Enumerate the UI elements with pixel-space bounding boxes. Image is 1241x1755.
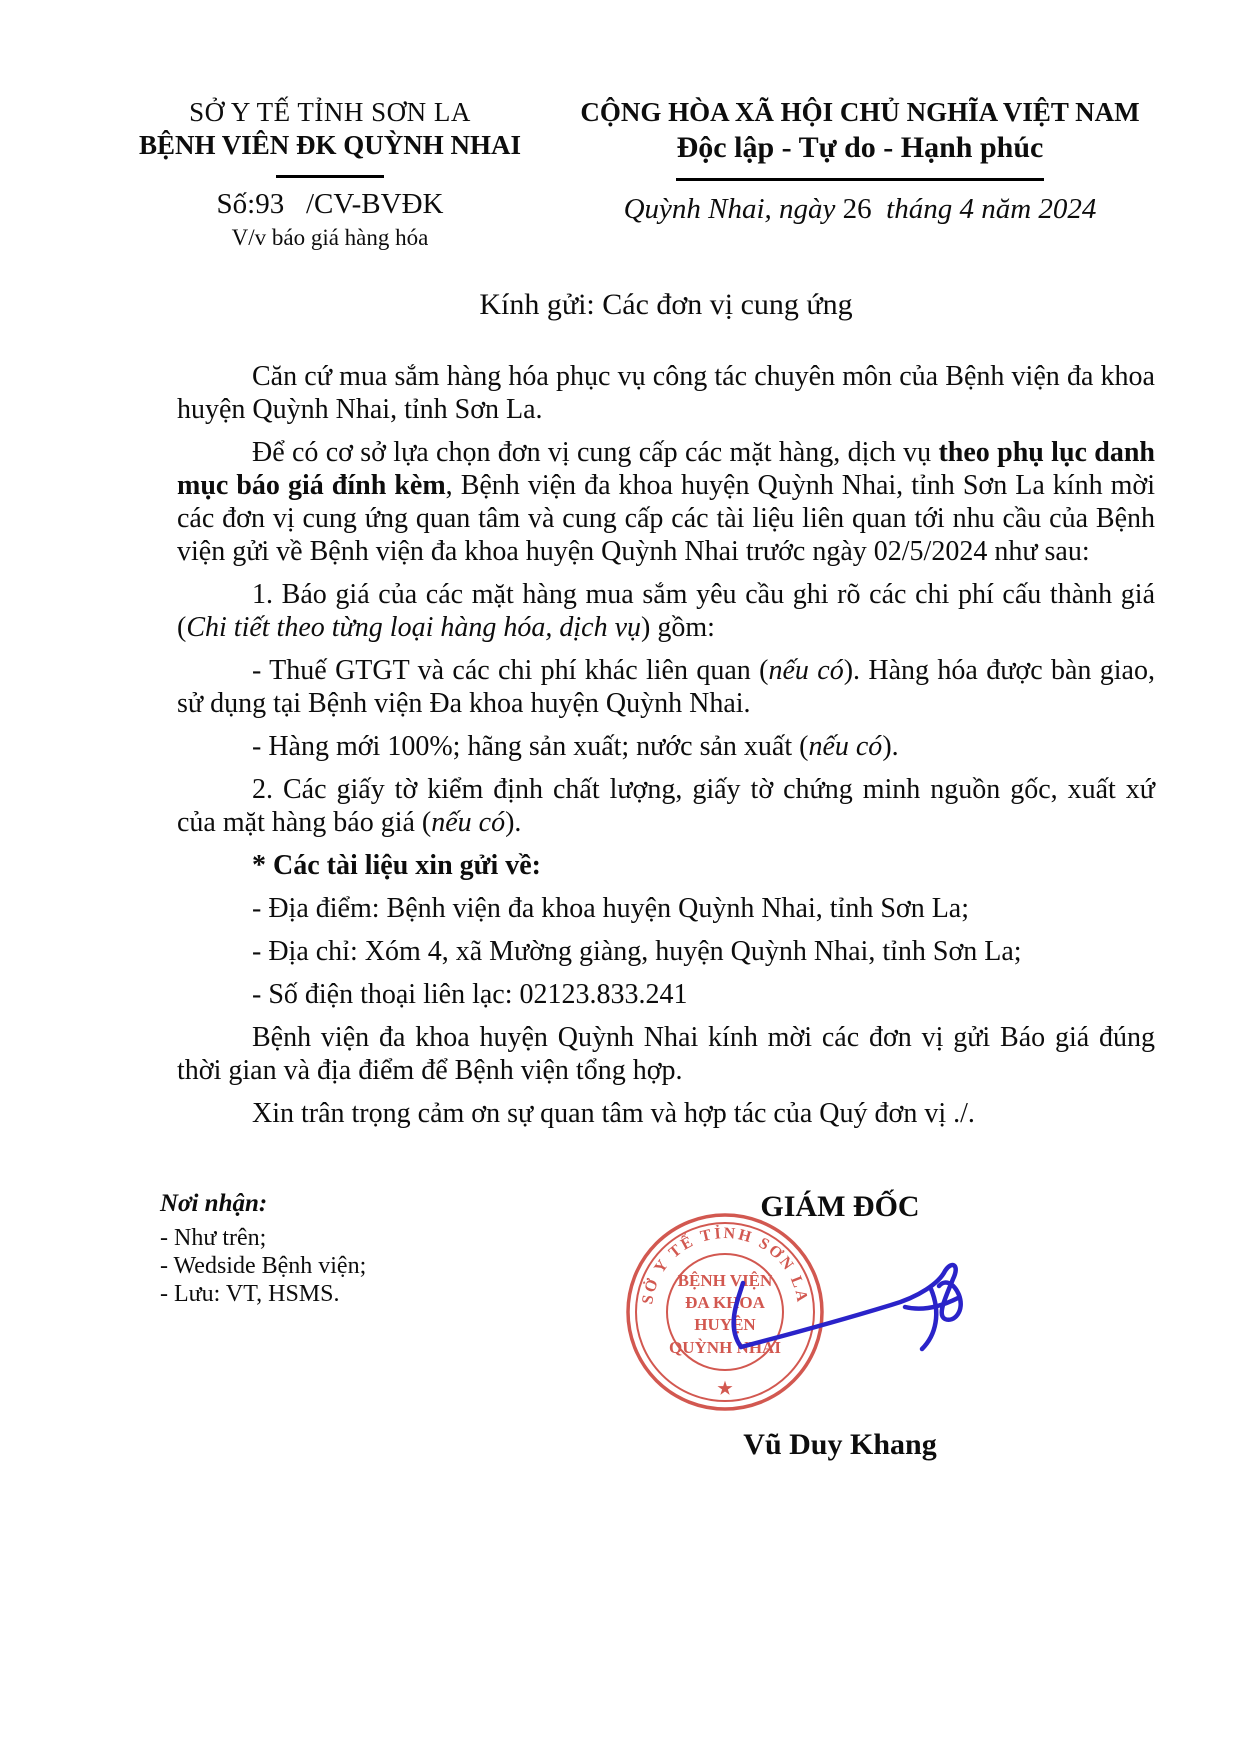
signature-stroke-flick	[905, 1298, 958, 1309]
item2-text: 2. Các giấy tờ kiểm định chất lượng, giấy tờ chứng minh nguồn gốc, xuất xứ của mặt hàng báo giá (	[177, 774, 1155, 838]
stamp-center-line1: BỆNH VIỆN	[677, 1271, 773, 1290]
vat-italic: nếu có	[768, 655, 844, 686]
header-issuer-block	[130, 96, 530, 252]
date-place: Quỳnh Nhai, ngày	[623, 193, 843, 226]
header-national-block	[560, 96, 1160, 227]
stamp-center-line3: HUYỆN	[694, 1315, 756, 1334]
new-goods-rest: ).	[882, 731, 899, 762]
document-body	[177, 360, 1155, 1140]
director-signature	[695, 1255, 995, 1370]
national-title: CỘNG HÒA XÃ HỘI CHỦ NGHĨA VIỆT NAM	[580, 97, 1140, 127]
new-goods-italic: nếu có	[808, 731, 883, 762]
issuer-org-name: BỆNH VIÊN ĐK QUỲNH NHAI	[138, 129, 522, 160]
document-number: Số:93 /CV-BVĐK	[216, 187, 444, 220]
motto-divider	[676, 178, 1044, 181]
paragraph-basis: Căn cứ mua sắm hàng hóa phục vụ công tác chuyên môn của Bệnh viện đa khoa huyện Quỳnh Nhai, tỉnh Sơn La.	[177, 361, 1155, 425]
paragraph-new-goods	[177, 730, 1155, 763]
paragraph-thanks: Xin trân trọng cảm ơn sự quan tâm và hợp tác của Quý đơn vị ./.	[252, 1098, 975, 1129]
paragraph-location: - Địa điểm: Bệnh viện đa khoa huyện Quỳnh Nhai, tỉnh Sơn La;	[252, 893, 970, 924]
stamp-center-line2: ĐA KHOA	[685, 1293, 765, 1312]
national-motto: Độc lập - Tự do - Hạnh phúc	[676, 131, 1044, 165]
paragraph-item-2	[177, 773, 1155, 839]
issuer-divider	[276, 175, 384, 178]
item1-rest: ) gồm:	[641, 612, 715, 643]
paragraph-item-1	[177, 578, 1155, 644]
item2-italic: nếu có	[431, 807, 506, 838]
signature-stroke-loop	[922, 1289, 936, 1349]
item1-italic: Chi tiết theo từng loại hàng hóa, dịch vụ	[186, 612, 641, 643]
paragraph-invitation-bold: theo phụ lục danh mục báo giá đính kèm	[177, 437, 1155, 501]
recipients-title: Nơi nhận:	[160, 1190, 268, 1217]
date-rest: tháng 4 năm 2024	[871, 193, 1097, 226]
paragraph-deadline: Bệnh viện đa khoa huyện Quỳnh Nhai kính mời các đơn vị gửi Báo giá đúng thời gian và địa điểm để Bệnh viện tổng hợp.	[177, 1022, 1155, 1086]
paragraph-invitation	[177, 436, 1155, 568]
new-goods-text: - Hàng mới 100%; hãng sản xuất; nước sản xuất (	[252, 731, 809, 762]
recipient-item: - Lưu: VT, HSMS.	[160, 1281, 340, 1307]
salutation: Kính gửi: Các đơn vị cung ứng	[479, 288, 853, 321]
recipient-item: - Wedside Bệnh viện;	[160, 1253, 367, 1279]
stamp-center-line4: QUỲNH NHAI	[669, 1338, 781, 1357]
date-day: 26	[842, 193, 872, 226]
stamp-ring-text: SỞ Y TẾ TỈNH SƠN LA	[639, 1224, 811, 1306]
paragraph-address: - Địa chỉ: Xóm 4, xã Mường giàng, huyện Quỳnh Nhai, tỉnh Sơn La;	[252, 936, 1022, 967]
issuer-parent-org: SỞ Y TẾ TỈNH SƠN LA	[189, 97, 471, 127]
paragraph-invitation-text: Để có cơ sở lựa chọn đơn vị cung cấp các mặt hàng, dịch vụ	[252, 437, 939, 468]
recipient-item: - Như trên;	[160, 1225, 267, 1251]
paragraph-vat	[177, 654, 1155, 720]
vat-text: - Thuế GTGT và các chi phí khác liên quan (	[252, 655, 769, 686]
document-subject: V/v báo giá hàng hóa	[231, 225, 429, 251]
item1-text: 1. Báo giá của các mặt hàng mua sắm yêu cầu ghi rõ các chi phí cấu thành giá (	[177, 579, 1155, 643]
director-name: Vũ Duy Khang	[743, 1428, 937, 1461]
vat-rest: ). Hàng hóa được bàn giao, sử dụng tại Bệnh viện Đa khoa huyện Quỳnh Nhai.	[177, 655, 1155, 719]
stamp-star-icon: ★	[717, 1379, 733, 1398]
signature-stroke-tail	[734, 1283, 743, 1347]
paragraph-send-to: * Các tài liệu xin gửi về:	[252, 850, 541, 881]
item2-rest: ).	[505, 807, 522, 838]
paragraph-phone: - Số điện thoại liên lạc: 02123.833.241	[252, 979, 688, 1010]
recipients-block	[160, 1190, 590, 1308]
director-title: GIÁM ĐỐC	[760, 1190, 920, 1223]
paragraph-invitation-rest: , Bệnh viện đa khoa huyện Quỳnh Nhai, tỉnh Sơn La kính mời các đơn vị cung ứng quan tâm và cung cấp các tài liệu liên quan tới nhu cầu của Bệnh viện gửi về Bệnh viện đa khoa huyện Quỳnh Nhai trước ngày 02/5/2024 như sau:	[177, 470, 1155, 567]
date-line	[560, 192, 1160, 227]
